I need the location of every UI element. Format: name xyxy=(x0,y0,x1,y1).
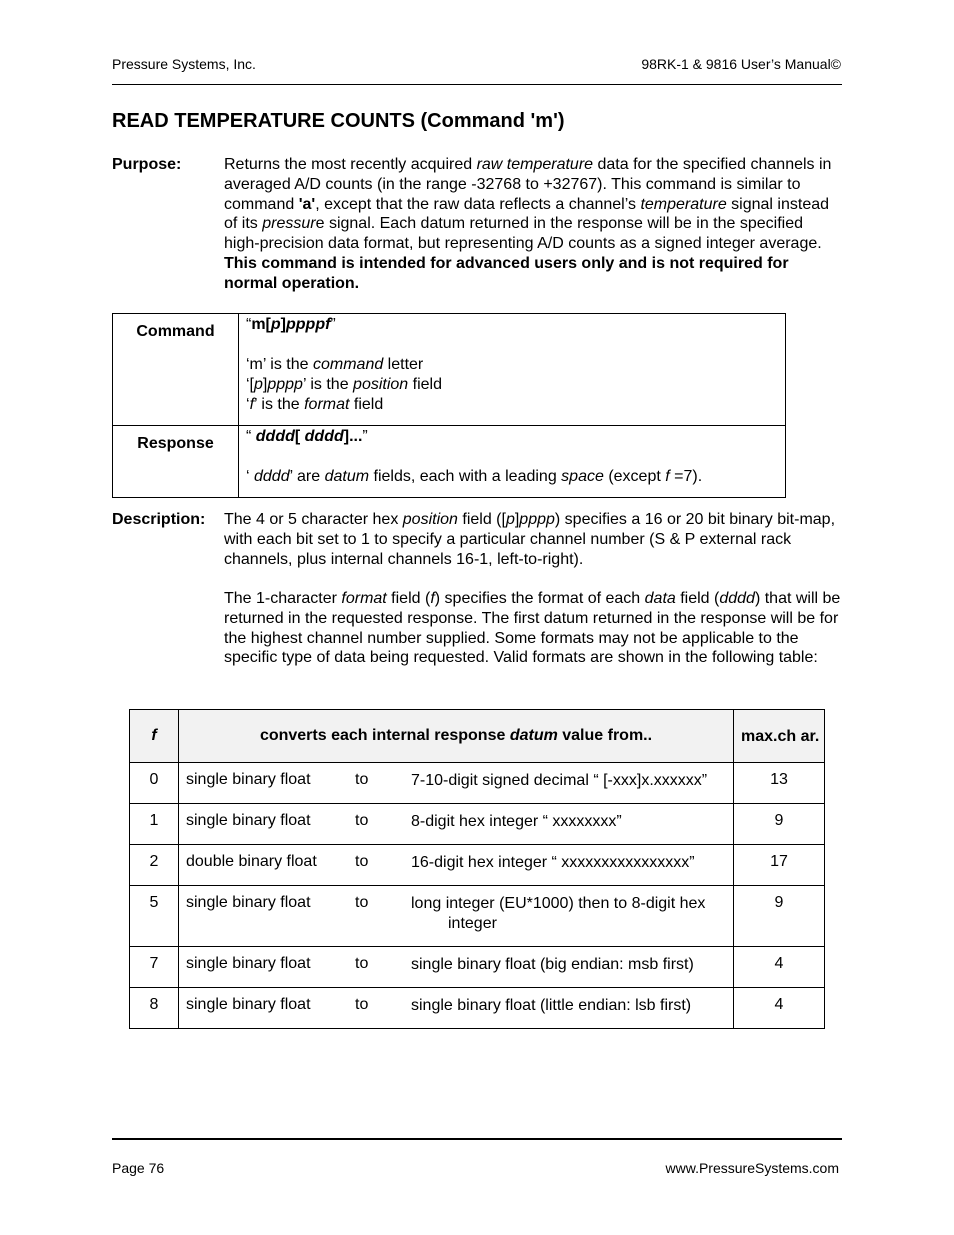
format-code: 8 xyxy=(130,988,179,1029)
response-row xyxy=(113,426,786,498)
page-number: Page 76 xyxy=(112,1160,165,1176)
command-row xyxy=(113,314,786,426)
format-table-header xyxy=(130,710,825,763)
header-company: Pressure Systems, Inc. xyxy=(112,56,256,72)
footer-website: www.PressureSystems.com xyxy=(665,1160,839,1176)
max-chars: 17 xyxy=(734,845,825,886)
max-chars: 9 xyxy=(734,886,825,947)
table-row xyxy=(130,763,825,804)
command-format-line: ‘f’ is the format field xyxy=(246,396,384,413)
max-chars: 4 xyxy=(734,947,825,988)
command-definition xyxy=(239,314,786,426)
footer-divider xyxy=(112,1138,842,1140)
table-row xyxy=(130,886,825,947)
response-datum-line: ‘ dddd’ are datum fields, each with a leading space (except f =7). xyxy=(246,468,703,485)
command-table xyxy=(112,313,786,498)
command-position-line: ‘[p]pppp’ is the position field xyxy=(246,376,442,393)
conversion: single binary float to 8-digit hex integer “ xxxxxxxx” xyxy=(179,804,734,845)
conversion: double binary float to 16-digit hex integer “ xxxxxxxxxxxxxxxx” xyxy=(179,845,734,886)
format-code: 0 xyxy=(130,763,179,804)
header-max-char: max.ch ar. xyxy=(734,710,825,763)
conversion: single binary float to 7-10-digit signed decimal “ [-xxx]x.xxxxxx” xyxy=(179,763,734,804)
response-definition xyxy=(239,426,786,498)
purpose-text: Returns the most recently acquired raw temperature data for the specified channels in averaged A/D counts (in the range -32768 to +32767). This command is similar to command 'a', except that the raw data reflects a channel’s temperature signal instead of its pressure signal. Each datum returned in the response will be in the specified high-precision data format, but representing A/D counts as a signed integer average. This command is intended for advanced users only and is not required for normal operation. xyxy=(224,156,832,292)
description-paragraph-2: The 1-character format field (f) specifies the format of each data field (dddd) that will be returned in the requested response. The first datum returned in the response will be for the highest channel number supplied. Some formats may not be applicable to the specific type of data being requested. Valid formats are shown in the following table: xyxy=(224,590,841,667)
header-divider xyxy=(112,84,842,85)
format-code: 2 xyxy=(130,845,179,886)
description-label: Description: xyxy=(112,511,206,528)
response-label: Response xyxy=(113,426,239,498)
format-table xyxy=(129,709,825,1029)
command-syntax: “m[p]ppppf” xyxy=(246,316,336,333)
header-converts: converts each internal response datum value from.. xyxy=(179,710,734,763)
table-row xyxy=(130,845,825,886)
header-f: f xyxy=(130,710,179,763)
purpose-label: Purpose: xyxy=(112,156,182,173)
table-row xyxy=(130,988,825,1029)
max-chars: 4 xyxy=(734,988,825,1029)
conversion: single binary float to single binary float (little endian: lsb first) xyxy=(179,988,734,1029)
max-chars: 9 xyxy=(734,804,825,845)
conversion: single binary float to long integer (EU*1000) then to 8-digit hex integer xyxy=(179,886,734,947)
response-syntax: “ dddd[ dddd]...” xyxy=(246,428,368,445)
description-paragraph-1: The 4 or 5 character hex position field ([p]pppp) specifies a 16 or 20 bit binary bit-map, with each bit set to 1 to specify a particular channel number (S & P external rack channels, plus internal channels 16-1, left-to-right). xyxy=(224,511,836,568)
command-letter-line: ‘m’ is the command letter xyxy=(246,356,424,373)
conversion: single binary float to single binary float (big endian: msb first) xyxy=(179,947,734,988)
table-row xyxy=(130,804,825,845)
table-row xyxy=(130,947,825,988)
format-code: 7 xyxy=(130,947,179,988)
format-code: 1 xyxy=(130,804,179,845)
header-manual-title: 98RK-1 & 9816 User’s Manual© xyxy=(641,56,841,72)
format-code: 5 xyxy=(130,886,179,947)
section-title: READ TEMPERATURE COUNTS (Command 'm') xyxy=(112,110,565,132)
command-label: Command xyxy=(113,314,239,426)
max-chars: 13 xyxy=(734,763,825,804)
